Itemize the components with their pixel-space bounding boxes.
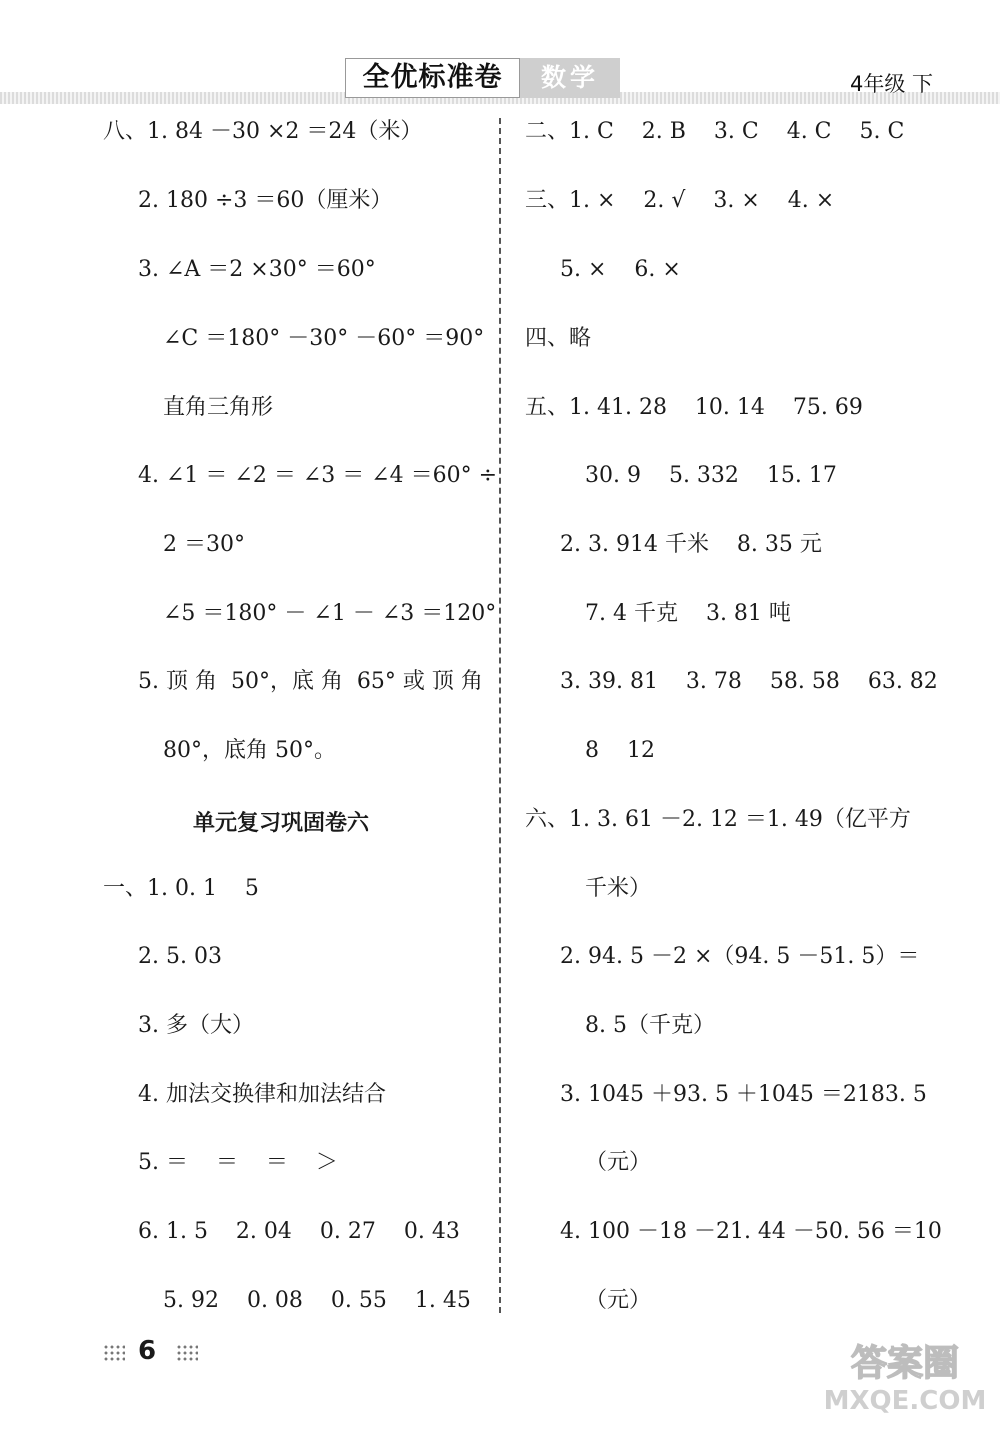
answer-line: 5. × 6. × bbox=[560, 257, 681, 282]
watermark-text: 答案圈 bbox=[850, 1343, 960, 1384]
answer-line: 5. 顶 角 50°，底 角 65° 或 顶 角 bbox=[138, 669, 483, 694]
answer-line: 4. 加法交换律和加法结合 bbox=[138, 1082, 386, 1107]
answer-line: 2. 3. 914 千米 8. 35 元 bbox=[560, 532, 822, 557]
answer-line: （元） bbox=[585, 1150, 652, 1175]
answer-line: 直角三角形 bbox=[163, 395, 274, 420]
answer-line: 8. 5（千克） bbox=[585, 1013, 715, 1038]
watermark-logo bbox=[820, 1335, 990, 1415]
answer-line: 2 ＝30° bbox=[163, 532, 245, 557]
answer-line: 二、1. C 2. B 3. C 4. C 5. C bbox=[525, 119, 905, 144]
grade-label: 4年级 下 bbox=[850, 72, 934, 96]
column-divider bbox=[499, 118, 501, 1313]
subject-label: 数学 bbox=[520, 58, 620, 98]
page-dots-right bbox=[176, 1344, 198, 1362]
answer-line: ∠5 ＝180° － ∠1 － ∠3 ＝120° bbox=[163, 601, 497, 626]
answer-line: 4. ∠1 ＝ ∠2 ＝ ∠3 ＝ ∠4 ＝60° ÷ bbox=[138, 463, 498, 488]
page-dots-left bbox=[103, 1344, 125, 1362]
answer-line: 5. ＝ ＝ ＝ ＞ bbox=[138, 1150, 338, 1175]
book-title: 全优标准卷 bbox=[345, 58, 520, 98]
answer-line: 80°，底角 50°。 bbox=[163, 738, 336, 763]
answer-line: ∠C ＝180° －30° －60° ＝90° bbox=[163, 326, 485, 351]
answer-line: 7. 4 千克 3. 81 吨 bbox=[585, 601, 791, 626]
answer-line: 千米） bbox=[585, 876, 652, 901]
answer-line: 3. 1045 ＋93. 5 ＋1045 ＝2183. 5 bbox=[560, 1082, 927, 1107]
answer-line: 3. 39. 81 3. 78 58. 58 63. 82 bbox=[560, 669, 938, 694]
answer-line: 五、1. 41. 28 10. 14 75. 69 bbox=[525, 395, 863, 420]
answer-line: 2. 94. 5 －2 ×（94. 5 －51. 5）＝ bbox=[560, 944, 920, 969]
watermark-url: MXQE.COM bbox=[823, 1386, 987, 1415]
answer-line: 5. 92 0. 08 0. 55 1. 45 bbox=[163, 1288, 471, 1313]
answer-line: 八、1. 84 －30 ×2 ＝24（米） bbox=[103, 119, 423, 144]
section-title: 单元复习巩固卷六 bbox=[193, 811, 370, 836]
answer-line: 2. 5. 03 bbox=[138, 944, 222, 969]
answer-line: 四、略 bbox=[525, 326, 592, 351]
page-number: 6 bbox=[138, 1336, 157, 1366]
answer-line: 6. 1. 5 2. 04 0. 27 0. 43 bbox=[138, 1219, 460, 1244]
answer-line: （元） bbox=[585, 1288, 652, 1313]
answer-line: 2. 180 ÷3 ＝60（厘米） bbox=[138, 188, 393, 213]
answer-line: 六、1. 3. 61 －2. 12 ＝1. 49（亿平方 bbox=[525, 807, 911, 832]
answer-line: 3. ∠A ＝2 ×30° ＝60° bbox=[138, 257, 376, 282]
answer-line: 一、1. 0. 1 5 bbox=[103, 876, 259, 901]
answer-line: 30. 9 5. 332 15. 17 bbox=[585, 463, 837, 488]
answer-line: 4. 100 －18 －21. 44 －50. 56 ＝10 bbox=[560, 1219, 942, 1244]
answer-line: 8 12 bbox=[585, 738, 655, 763]
answer-line: 3. 多（大） bbox=[138, 1013, 254, 1038]
answer-line: 三、1. × 2. √ 3. × 4. × bbox=[525, 188, 835, 213]
